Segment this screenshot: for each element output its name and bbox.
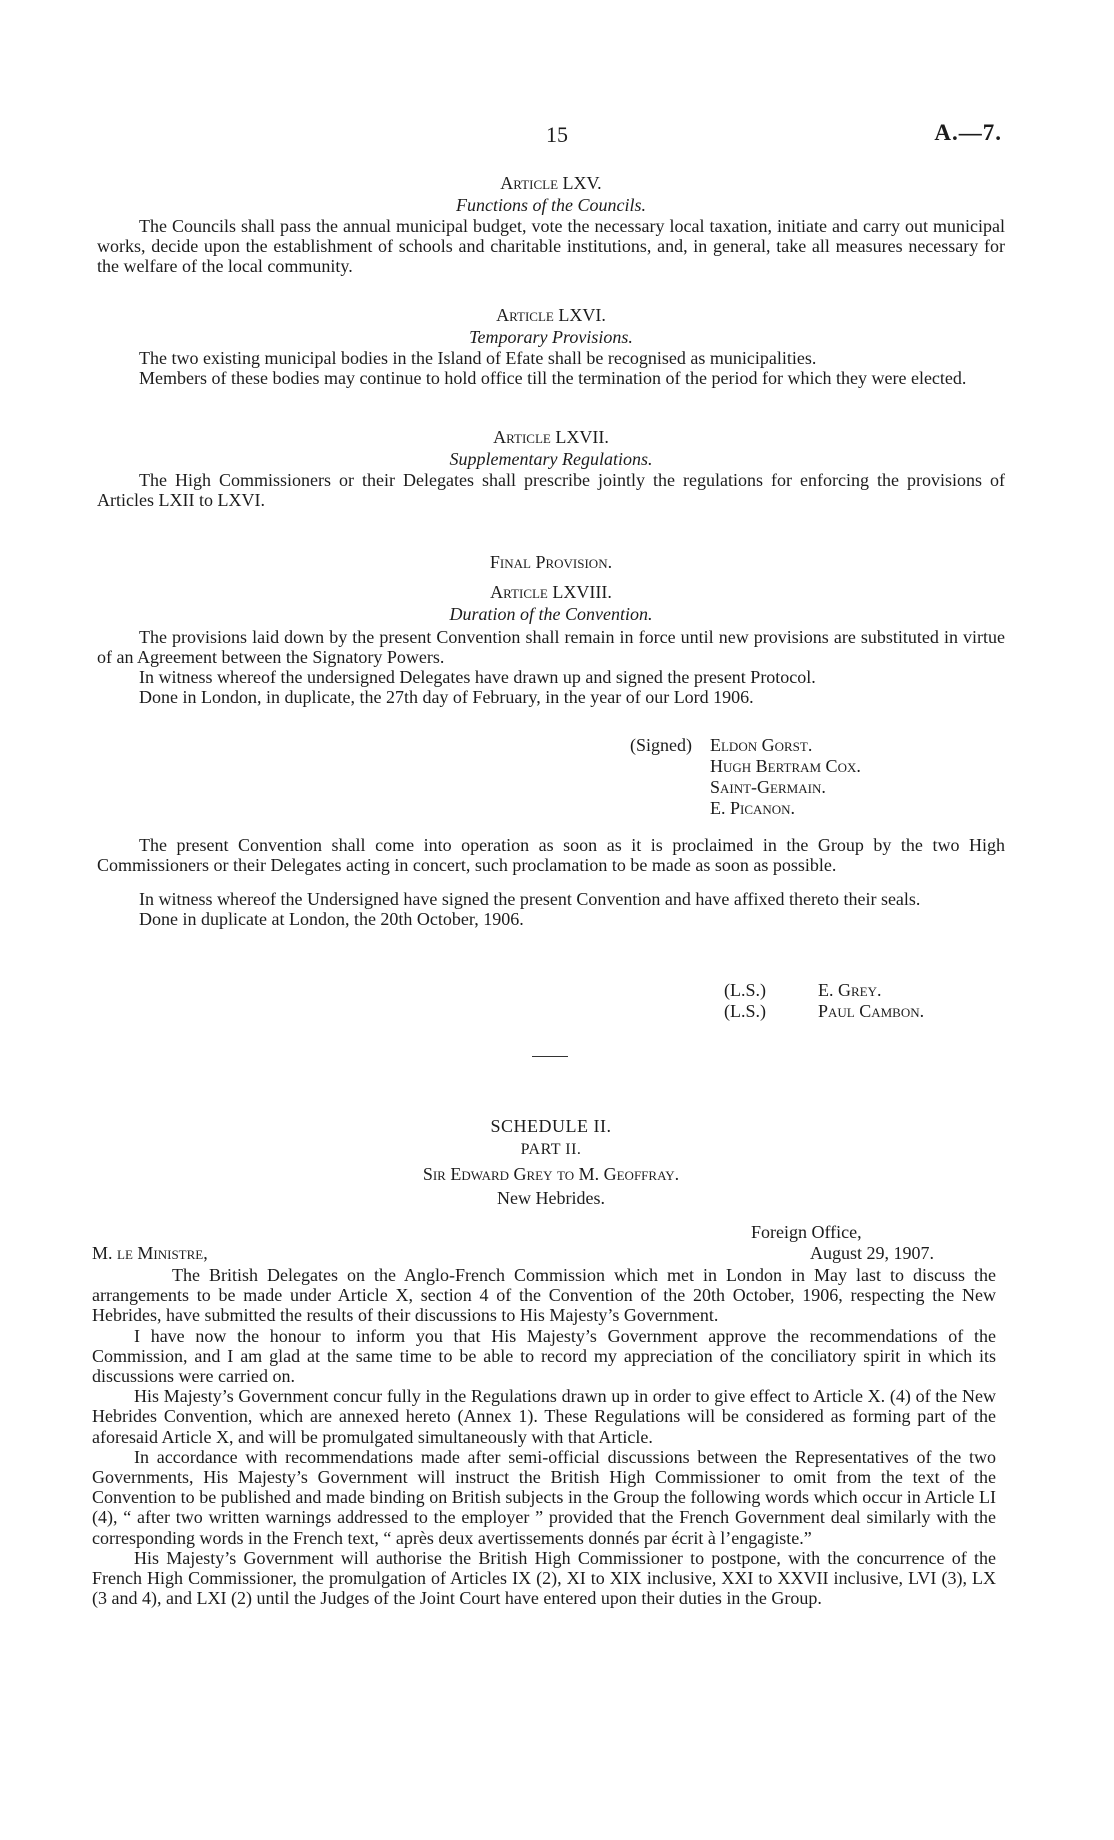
- article-65-heading: Article LXV.: [500, 173, 602, 193]
- article-68-paragraph: The provisions laid down by the present Convention shall remain in force until new provisions are substituted in virtue of an Agreement between the Signatory Powers.: [97, 627, 1005, 667]
- signatory-name: Saint-Germain.: [710, 777, 826, 797]
- article-66-heading: Article LXVI.: [496, 305, 606, 325]
- article-66: [97, 304, 1005, 388]
- article-68-heading: Article LXVIII.: [490, 582, 612, 602]
- letter-paragraph: I have now the honour to inform you that His Majesty’s Government approve the recommendations of the Commission, and I am glad at the same time to be able to record my appreciation of the conciliatory spirit in which its discussions were carried on.: [92, 1325, 996, 1387]
- convention-close-paragraph: In witness whereof the Undersigned have signed the present Convention and have affixed thereto their seals.: [139, 889, 921, 909]
- letter-date: August 29, 1907.: [810, 1243, 935, 1263]
- schedule-header: [97, 1114, 1005, 1210]
- page-number: 15: [546, 122, 568, 147]
- document-reference: A.—7.: [934, 120, 1002, 145]
- signatory-name: Eldon Gorst.: [710, 735, 813, 755]
- final-provision-heading: Final Provision.: [489, 552, 613, 572]
- letter-salutation: M. le Ministre,: [92, 1243, 208, 1263]
- letter-place: Foreign Office,: [751, 1222, 862, 1242]
- signatory-name: Hugh Bertram Cox.: [710, 756, 861, 776]
- article-67: [97, 426, 1005, 510]
- letter-body: [92, 1265, 996, 1608]
- article-65-subheading: Functions of the Councils.: [456, 195, 646, 215]
- seal-signatory: E. Grey.: [818, 980, 882, 1000]
- article-67-subheading: Supplementary Regulations.: [449, 449, 653, 469]
- convention-close: [97, 835, 1005, 929]
- article-65: [97, 172, 1005, 276]
- schedule-correspondents: Sir Edward Grey to M. Geoffray.: [422, 1164, 680, 1184]
- seal-mark: (L.S.): [724, 980, 766, 1000]
- protocol-signatures: [630, 735, 861, 819]
- letter-paragraph: His Majesty’s Government concur fully in the Regulations drawn up in order to give effect to Article X. (4) of the New Hebrides Convention, which are annexed hereto (Annex 1). These Regulations will be considered as forming part of the aforesaid Article X, and will be promulgated simultaneously with that Article.: [92, 1386, 996, 1447]
- schedule-title: SCHEDULE II.: [490, 1116, 612, 1136]
- article-66-subheading: Temporary Provisions.: [469, 327, 633, 347]
- schedule-part: PART II.: [520, 1141, 582, 1158]
- convention-close-paragraph: The present Convention shall come into operation as soon as it is proclaimed in the Group by the two High Commissioners or their Delegates acting in concert, such proclamation to be made as soon as possible.: [97, 835, 1005, 875]
- section-divider: [532, 1056, 568, 1057]
- article-66-paragraph: The two existing municipal bodies in the Island of Efate shall be recognised as municipalities.: [139, 348, 817, 368]
- article-65-text: The Councils shall pass the annual municipal budget, vote the necessary local taxation, initiate and carry out municipal works, decide upon the establishment of schools and charitable institutions, and, in general, take all measures necessary for the welfare of the local community.: [97, 216, 1005, 276]
- letter-paragraph: His Majesty’s Government will authorise the British High Commissioner to postpone, with the concurrence of the French High Commissioner, the promulgation of Articles IX (2), XI to XIX inclusive, XXI to XXVII inclusive, LVI (3), LX (3 and 4), and LXI (2) until the Judges of the Joint Court have entered upon their duties in the Group.: [92, 1547, 996, 1609]
- letter-paragraph: In accordance with recommendations made after semi-official discussions between the Representatives of the two Governments, His Majesty’s Government will instruct the British High Commissioner to omit from the text of the Convention to be published and made binding on British subjects in the Group the following words which occur in Article LI (4), “ after two written warnings addressed to the employer ” provided that the French Government deal similarly with the corresponding words in the French text, “ après deux avertissements donnés par écrit à l’engagiste.”: [92, 1446, 996, 1548]
- article-67-heading: Article LXVII.: [493, 427, 609, 447]
- convention-close-paragraph: Done in duplicate at London, the 20th October, 1906.: [139, 909, 524, 929]
- article-66-paragraph: Members of these bodies may continue to hold office till the termination of the period for which they were elected.: [139, 368, 967, 388]
- seal-signatory: Paul Cambon.: [818, 1001, 925, 1021]
- convention-seals: [724, 980, 924, 1022]
- article-68-subheading: Duration of the Convention.: [449, 604, 653, 624]
- article-68-paragraph: Done in London, in duplicate, the 27th day of February, in the year of our Lord 1906.: [139, 687, 754, 707]
- final-provision: [97, 551, 1005, 707]
- signatory-name: E. Picanon.: [710, 798, 796, 818]
- article-67-text: The High Commissioners or their Delegates shall prescribe jointly the regulations for enforcing the provisions of Articles LXII to LXVI.: [97, 470, 1005, 510]
- article-68-paragraph: In witness whereof the undersigned Delegates have drawn up and signed the present Protocol.: [139, 667, 816, 687]
- signed-label: (Signed): [630, 735, 692, 755]
- schedule-subject: New Hebrides.: [497, 1188, 605, 1208]
- seal-mark: (L.S.): [724, 1001, 766, 1021]
- letter-paragraph: The British Delegates on the Anglo-French Commission which met in London in May last to discuss the arrangements to be made under Article X, section 4 of the Convention of the 20th October, 1906, respecting the New Hebrides, have submitted the results of their discussions to His Majesty’s Government.: [92, 1265, 996, 1326]
